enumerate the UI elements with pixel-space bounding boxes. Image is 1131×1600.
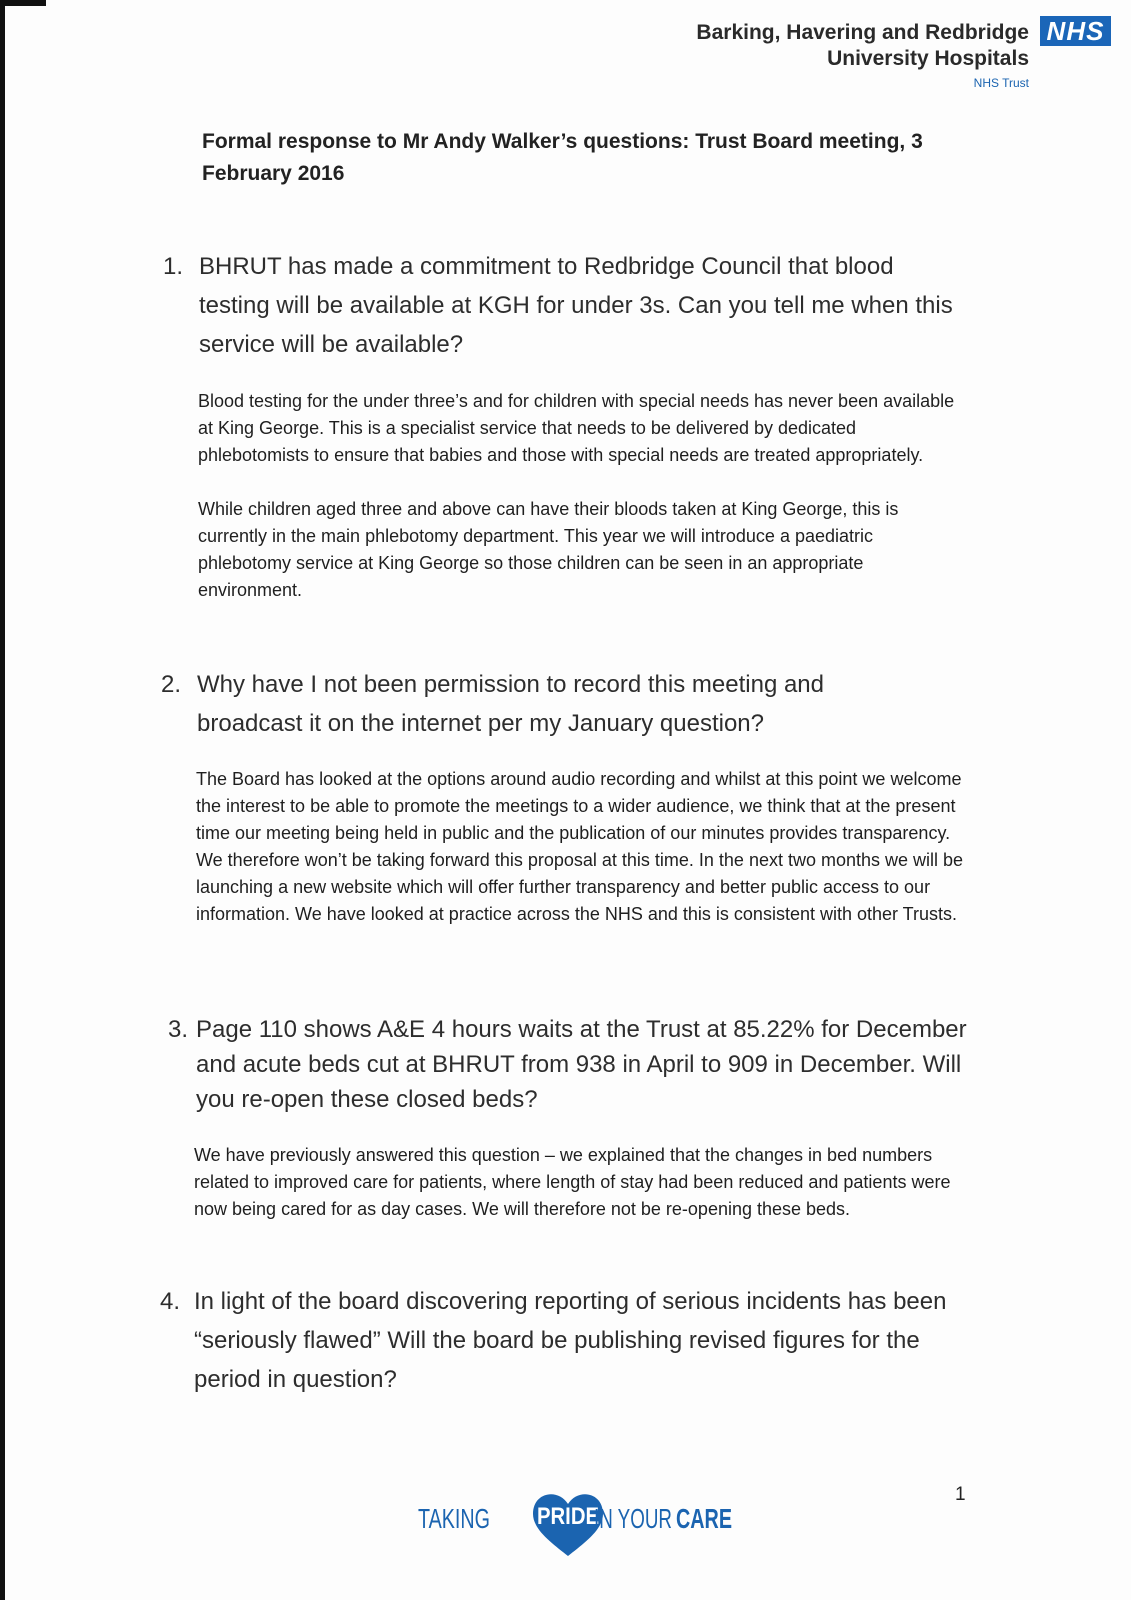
- question-1: [163, 247, 969, 364]
- scan-mark: [0, 0, 46, 6]
- question-2: [161, 665, 907, 743]
- slogan-right-light: IN YOUR: [594, 1503, 672, 1534]
- slogan-right-bold: CARE: [676, 1503, 732, 1534]
- slogan-middle: PRIDE: [537, 1503, 599, 1530]
- page-number: 1: [955, 1484, 966, 1505]
- answer-paragraph: Blood testing for the under three’s and for children with special needs has never been available at King George. This is a specialist service that needs to be delivered by dedicated phlebotomists to ensure that babies and those with special needs are treated appropriately.: [198, 391, 955, 465]
- taking-pride-logo: [418, 1478, 738, 1558]
- org-name-block: [696, 20, 1029, 92]
- question-text: Page 110 shows A&E 4 hours waits at the Trust at 85.22% for December and acute beds cut at BHRUT from 938 in April to 909 in December. Will you re-open these closed beds?: [196, 1016, 967, 1113]
- question-4: [160, 1282, 979, 1399]
- question-text: Why have I not been permission to record this meeting and broadcast it on the internet per my January question?: [197, 671, 824, 737]
- org-name-line2: University Hospitals: [827, 47, 1029, 70]
- answer-paragraph: While children aged three and above can have their bloods taken at King George, this is currently in the main phlebotomy department. This year we will introduce a paediatric phlebotomy service at King George so those children can be seen in an appropriate environment.: [198, 499, 899, 600]
- question-number: 1.: [163, 253, 184, 280]
- question-text: BHRUT has made a commitment to Redbridge Council that blood testing will be available at KGH for under 3s. Can you tell me when this service will be available?: [199, 253, 953, 358]
- answer-3: [194, 1142, 969, 1223]
- document-title: Formal response to Mr Andy Walker’s questions: Trust Board meeting, 3 February 2016: [202, 130, 923, 185]
- answer-paragraph: The Board has looked at the options around audio recording and whilst at this point we welcome the interest to be able to promote the meetings to a wider audience, we think that at the present time our meeting being held in public and the publication of our minutes provides transparency. We therefore won’t be taking forward this proposal at this time. In the next two months we will be launching a new website which will offer further transparency and better public access to our information. We have looked at practice across the NHS and this is consistent with other Trusts.: [196, 769, 964, 924]
- question-number: 4.: [160, 1288, 181, 1315]
- question-3: [168, 1012, 971, 1117]
- question-text: In light of the board discovering reporting of serious incidents has been “seriously flawed” Will the board be publishing revised figures for the period in question?: [194, 1288, 947, 1393]
- slogan-left: TAKING: [418, 1503, 490, 1534]
- org-name-line1: Barking, Havering and Redbridge: [696, 21, 1029, 44]
- scan-edge: [0, 0, 5, 1600]
- question-number: 2.: [161, 671, 182, 698]
- answer-paragraph: We have previously answered this question – we explained that the changes in bed numbers related to improved care for patients, where length of stay had been reduced and patients were now being cared for as day cases. We will therefore not be re-opening these beds.: [194, 1145, 951, 1219]
- question-number: 3.: [168, 1016, 189, 1043]
- answer-2: [196, 766, 971, 928]
- nhs-logo: NHS: [1040, 16, 1111, 46]
- org-name-line3: NHS Trust: [973, 76, 1029, 90]
- answer-1: [198, 388, 968, 604]
